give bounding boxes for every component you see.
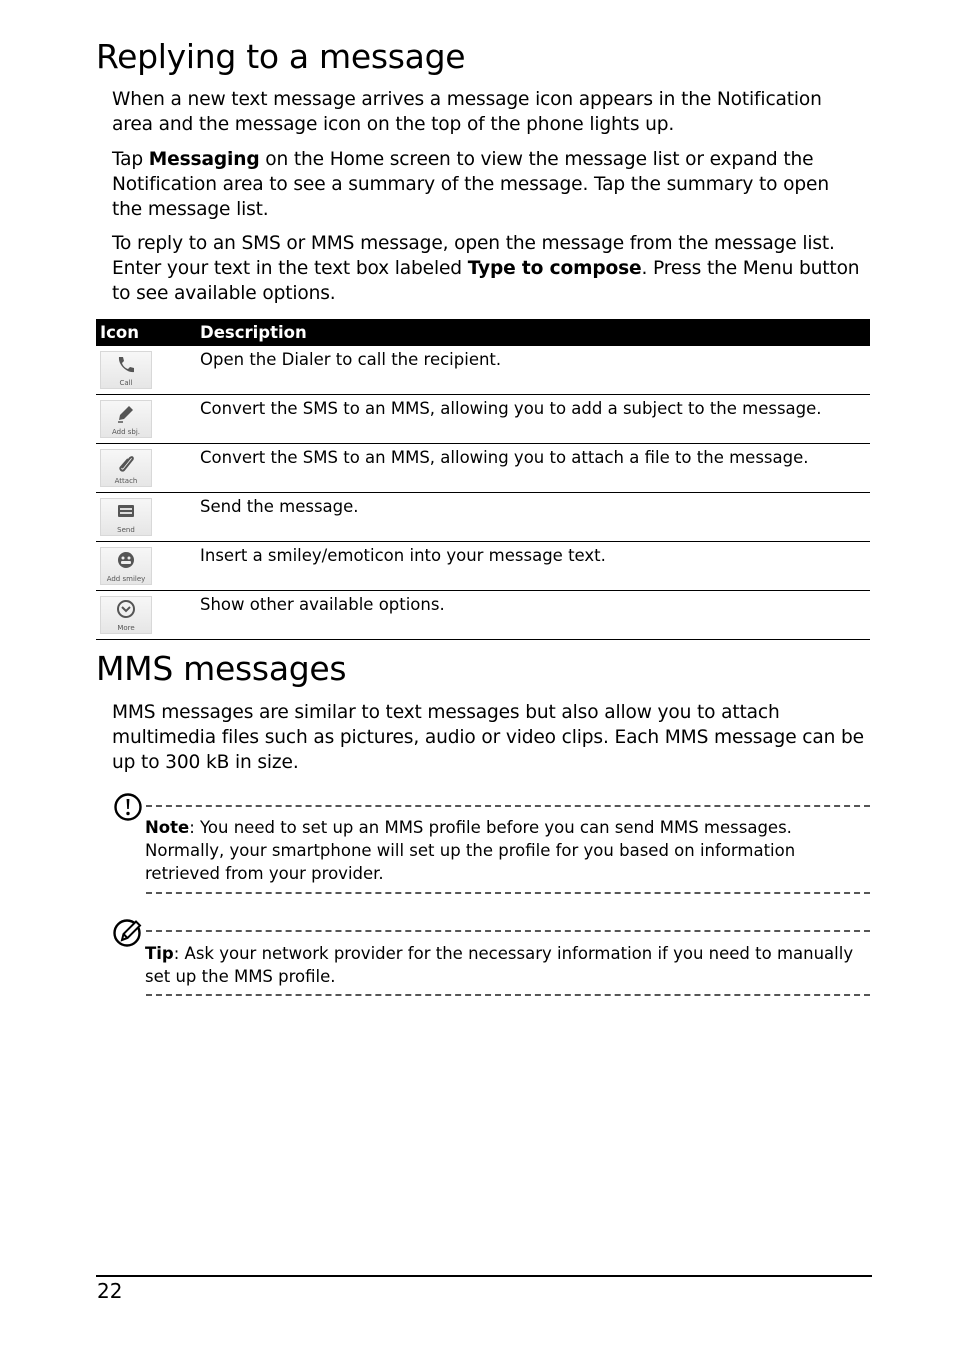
note-label: Note: [145, 818, 190, 837]
dashed-rule-bottom: [146, 892, 870, 894]
icon-caption: Add sbj.: [111, 428, 141, 436]
table-header-icon: Icon: [96, 319, 198, 346]
table-cell-icon: [96, 542, 198, 591]
table-cell-icon: [96, 493, 198, 542]
paragraph-tap-messaging: [112, 147, 864, 222]
table-cell-icon: [96, 444, 198, 493]
table-row: [96, 493, 870, 542]
bold-term-messaging: Messaging: [148, 149, 260, 170]
pencil-icon: [100, 400, 152, 438]
icon-caption: More: [117, 624, 135, 632]
dashed-rule-top: [146, 805, 870, 807]
table-row: [96, 395, 870, 444]
table-row: [96, 542, 870, 591]
smiley-icon: [100, 547, 152, 585]
icon-description-table: [96, 319, 870, 640]
paragraph-reply: [112, 231, 864, 306]
table-row: [96, 346, 870, 395]
table-cell-description: Convert the SMS to an MMS, allowing you to attach a file to the message.: [198, 444, 870, 493]
dashed-rule-top: [146, 930, 870, 932]
tip-text: [145, 942, 870, 988]
table-row: [96, 444, 870, 493]
table-cell-icon: [96, 591, 198, 640]
icon-caption: Send: [117, 526, 135, 534]
section-heading-replying: Replying to a message: [96, 37, 466, 76]
table-row: [96, 591, 870, 640]
text-run: on the Home screen to view the message list or expand the Notification area to see a summary of the message. Tap the summary to open the message list.: [112, 149, 829, 220]
section-heading-mms: MMS messages: [96, 649, 347, 688]
tip-pen-icon: [112, 918, 144, 952]
table-cell-icon: [96, 346, 198, 395]
tip-body: : Ask your network provider for the necessary information if you need to manually set up the MMS profile.: [145, 944, 854, 986]
tip-label: Tip: [145, 944, 174, 963]
table-cell-description: Show other available options.: [198, 591, 870, 640]
table-header-row: [96, 319, 870, 346]
more-icon: [100, 596, 152, 634]
paragraph-mms: MMS messages are similar to text messages but also allow you to attach multimedia files such as pictures, audio or video clips. Each MMS message can be up to 300 kB in size.: [112, 702, 864, 773]
note-body: : You need to set up an MMS profile before you can send MMS messages. Normally, your smartphone will set up the profile for you based on information retrieved from your provider.: [145, 818, 796, 883]
table-cell-description: Send the message.: [198, 493, 870, 542]
dashed-rule-bottom: [146, 994, 870, 996]
footer-rule: [96, 1275, 872, 1277]
paragraph-notification: When a new text message arrives a message icon appears in the Notification area and the message icon on the top of the phone lights up.: [112, 89, 822, 135]
note-text: [145, 816, 870, 885]
exclamation-icon: [112, 793, 144, 827]
icon-caption: Add smiley: [106, 575, 146, 583]
send-icon: [100, 498, 152, 536]
text-run: To reply to an SMS or MMS message, open the message from the message list. Enter your text in the text box labeled: [112, 233, 835, 279]
paperclip-icon: [100, 449, 152, 487]
phone-icon: [100, 351, 152, 389]
table-cell-icon: [96, 395, 198, 444]
bold-term-type-to-compose: Type to compose: [467, 258, 642, 279]
table-cell-description: Open the Dialer to call the recipient.: [198, 346, 870, 395]
text-run: Tap: [112, 149, 149, 170]
icon-caption: Attach: [114, 477, 138, 485]
table-header-description: Description: [198, 319, 870, 346]
table-cell-description: Convert the SMS to an MMS, allowing you to add a subject to the message.: [198, 395, 870, 444]
table-cell-description: Insert a smiley/emoticon into your message text.: [198, 542, 870, 591]
note-box: [112, 793, 870, 895]
tip-box: [112, 918, 870, 998]
page-number: 22: [97, 1279, 123, 1303]
text-run: . Press the Menu button to see available options.: [112, 258, 860, 304]
icon-caption: Call: [119, 379, 133, 387]
